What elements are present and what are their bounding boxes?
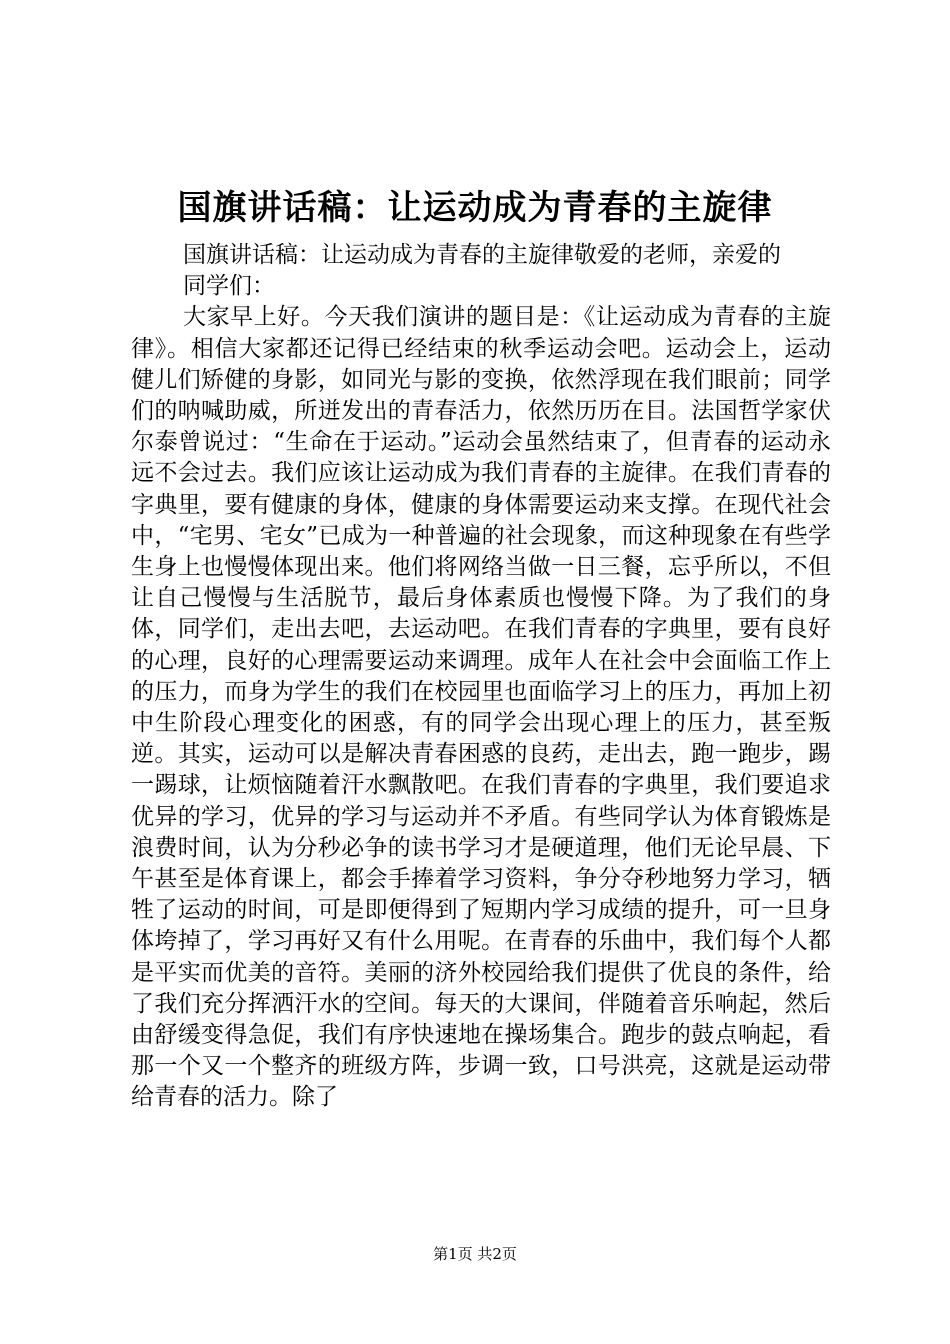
paragraph-salutation: 国旗讲话稿：让运动成为青春的主旋律敬爱的老师，亲爱的 xyxy=(183,242,781,268)
document-title: 国旗讲话稿：让运动成为青春的主旋律 xyxy=(177,188,773,228)
paragraph-main: 大家早上好。今天我们演讲的题目是：《让运动成为青春的主旋律》。相信大家都还记得已经结束的秋季运动会吧。运动会上，运动健儿们矫健的身影，如同光与影的变换，依然浮现在我们眼前；同学们的呐喊助威，所迸发出的青春活力，依然历历在目。法国哲学家伏尔泰曾说过：“生命在于运动。”运动会虽然结束了，但青春的运动永远不会过去。我们应该让运动成为我们青春的主旋律。在我们青春的字典里，要有健康的身体，健康的身体需要运动来支撑。在现代社会中，“宅男、宅女”已成为一种普遍的社会现象，而这种现象在有些学生身上也慢慢体现出来。他们将网络当做一日三餐，忘乎所以，不但让自己慢慢与生活脱节，最后身体素质也慢慢下降。为了我们的身体，同学们，走出去吧，去运动吧。在我们青春的字典里，要有良好的心理，良好的心理需要运动来调理。成年人在社会中会面临工作上的压力，而身为学生的我们在校园里也面临学习上的压力，再加上初中生阶段心理变化的困惑，有的同学会出现心理上的压力，甚至叛逆。其实，运动可以是解决青春困惑的良药，走出去，跑一跑步，踢一踢球，让烦恼随着汗水飘散吧。在我们青春的字典里，我们要追求优异的学习，优异的学习与运动并不矛盾。有些同学认为体育锻炼是浪费时间，认为分秒必争的读书学习才是硬道理，他们无论早晨、下午甚至是体育课上，都会手捧着学习资料，争分夺秒地努力学习，牺牲了运动的时间，可是即便得到了短期内学习成绩的提升，可一旦身体垮掉了，学习再好又有什么用呢。在青春的乐曲中，我们每个人都是平实而优美的音符。美丽的济外校园给我们提供了优良的条件，给了我们充分挥洒汗水的空间。每天的大课间，伴随着音乐响起，然后由舒缓变得急促，我们有序快速地在操场集合。跑步的鼓点响起，看那一个又一个整齐的班级方阵，步调一致，口号洪亮，这就是运动带给青春的活力。除了 xyxy=(131,304,831,1111)
page-number-footer: 第1页 共2页 xyxy=(433,1245,517,1263)
paragraph-greeting: 同学们： xyxy=(183,273,275,300)
document-body xyxy=(131,240,831,1114)
